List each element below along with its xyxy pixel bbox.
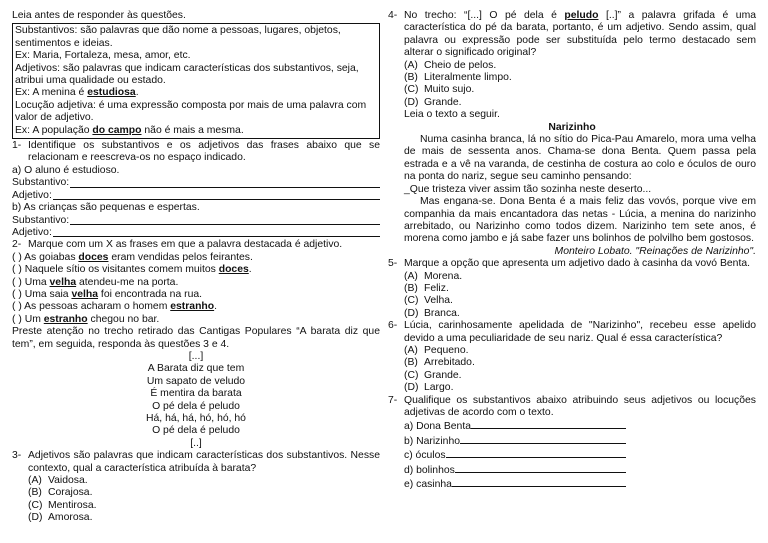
question-4: 4- No trecho: “[...] O pé dela é peludo [..]” a palavra grifada é uma característica do pé da barata, portanto, é um adjetivo. Sendo assim, qual palavra ou expressão pode ser substituída pelo termo destacado sem alterar o significado original? (388, 10, 757, 59)
question-5: 5- Marque a opção que apresenta um adjetivo dado à casinha da vovó Benta. (388, 258, 751, 270)
song-intro: Preste atenção no trecho retirado das Cantigas Populares “A barata diz que tem”, em seguida, responda às questões 3 e 4. (12, 326, 380, 350)
q6-option[interactable]: (A) Pequeno. (404, 344, 469, 356)
left-column (12, 10, 380, 525)
q5-option[interactable]: (D) Branca. (404, 307, 460, 319)
q4-option[interactable]: (C) Muito sujo. (404, 84, 475, 96)
q4-options (388, 60, 756, 110)
song-line: [...] (188, 350, 204, 362)
q7-item[interactable]: c) óculos (404, 448, 756, 462)
story-paragraph-3: Mas engana-se. Dona Benta é a mais feliz das vovós, porque vive em companhia da mais encantadora das netas - Lúcia, a menina do narizinho arrebitado, ou Narizinho como todos dizem. Narizinho tem sete anos, é morena como jambo e já sabe fazer uns bolinhos de polvilho bem gostosos. (404, 196, 756, 245)
story-title: Narizinho (548, 121, 596, 133)
q2-option[interactable]: ( ) As goiabas doces eram vendidas pelos feirantes. (12, 251, 253, 263)
q6-options (388, 345, 756, 395)
q1-item-a: a) O aluno é estudioso. (12, 164, 120, 176)
read-text-instruction: Leia o texto a seguir. (404, 109, 500, 121)
story-author: Monteiro Lobato. "Reinações de Narizinho". (554, 245, 756, 257)
q2-option[interactable]: ( ) Uma saia velha foi encontrada na rua. (12, 288, 203, 300)
q4-option[interactable]: (D) Grande. (404, 96, 462, 108)
q2-options (12, 252, 380, 326)
q2-option[interactable]: ( ) Uma velha atendeu-me na porta. (12, 276, 179, 288)
question-3: 3- Adjetivos são palavras que indicam características dos substantivos. Nesse contexto, qual a característica atribuída à barata? (12, 450, 380, 474)
q1b-adj-answer-line[interactable]: Adjetivo: (12, 227, 380, 239)
def-locucao: Locução adjetiva: é uma expressão composta por mais de uma palavra com valor de adjetivo. (15, 99, 367, 124)
question-1: 1- Identifique os substantivos e os adjetivos das frases abaixo que se relacionam e reescreva-os no espaço indicado. (12, 140, 380, 164)
q2-option[interactable]: ( ) As pessoas acharam o homem estranho. (12, 301, 218, 313)
right-column (388, 10, 756, 491)
q5-option[interactable]: (C) Velha. (404, 295, 453, 307)
q4-option[interactable]: (A) Cheio de pelos. (404, 59, 497, 71)
q7-item[interactable]: e) casinha (404, 477, 756, 491)
question-7: 7- Qualifique os substantivos abaixo atribuindo seus adjetivos ou locuções adjetivas de acordo com o texto. (388, 394, 756, 418)
question-2: 2- Marque com um X as frases em que a palavra destacada é adjetivo. (12, 239, 343, 251)
q4-option[interactable]: (B) Literalmente limpo. (404, 72, 512, 84)
def-locucao-example: Ex: A população do campo não é mais a mesma. (15, 124, 244, 136)
song-line: A Barata diz que tem (147, 363, 245, 375)
q3-option[interactable]: (D) Amorosa. (28, 512, 93, 524)
q7-item[interactable]: b) Narizinho (404, 434, 756, 448)
q5-options (388, 271, 756, 321)
song-lyrics (12, 351, 380, 450)
definitions-box (12, 23, 380, 139)
q3-option[interactable]: (C) Mentirosa. (28, 499, 97, 511)
song-line: O pé dela é peludo (152, 400, 240, 412)
q1a-adj-answer-line[interactable]: Adjetivo: (12, 190, 380, 202)
song-line: Um sapato de veludo (146, 375, 246, 387)
q7-item[interactable]: a) Dona Benta (404, 419, 756, 433)
song-line: O pé dela é peludo (152, 425, 240, 437)
q6-option[interactable]: (D) Largo. (404, 382, 454, 394)
q7-item[interactable]: d) bolinhos (404, 463, 756, 477)
def-adjetivos: Adjetivos: são palavras que indicam características dos substantivos, seja, atribui uma qualidade ou estado. (15, 62, 359, 87)
q7-items (388, 419, 756, 491)
question-6: 6- Lúcia, carinhosamente apelidada de "Narizinho", recebeu esse apelido devido a uma peculiaridade de seu nariz. Qual é essa característica? (388, 320, 756, 344)
song-line: [..] (190, 437, 202, 449)
def-adjetivos-example: Ex: A menina é estudiosa. (15, 87, 139, 99)
q1-item-b: b) As crianças são pequenas e espertas. (12, 202, 200, 214)
q1a-subst-answer-line[interactable]: Substantivo: (12, 177, 380, 189)
q6-option[interactable]: (C) Grande. (404, 369, 462, 381)
q5-option[interactable]: (B) Feliz. (404, 282, 449, 294)
def-substantivos: Substantivos: são palavras que dão nome a pessoas, lugares, objetos, sentimentos e ideias. (15, 25, 341, 49)
intro-text: Leia antes de responder às questões. (12, 10, 186, 21)
q5-option[interactable]: (A) Morena. (404, 270, 463, 282)
song-line: Há, há, há, hó, hó, hó (146, 413, 246, 424)
def-substantivos-example: Ex: Maria, Fortaleza, mesa, amor, etc. (15, 50, 191, 62)
q6-option[interactable]: (B) Arrebitado. (404, 357, 475, 369)
q2-option[interactable]: ( ) Naquele sítio os visitantes comem muitos doces. (12, 264, 252, 276)
q3-options (12, 475, 380, 525)
q2-option[interactable]: ( ) Um estranho chegou no bar. (12, 313, 160, 325)
q3-option[interactable]: (B) Corajosa. (28, 487, 93, 499)
q3-option[interactable]: (A) Vaidosa. (28, 475, 88, 487)
q1b-subst-answer-line[interactable]: Substantivo: (12, 215, 380, 227)
story-paragraph-1: Numa casinha branca, lá no sítio do Pica-Pau Amarelo, mora uma velha de mais de sessenta anos. Chama-se dona Benta. Quem passa pela estrada e a vê na varanda, de cestinha de costura ao colo e óculos de ouro na ponta do nariz, segue seu caminho pensando: (404, 134, 756, 183)
story-paragraph-2: _Que tristeza viver assim tão sozinha neste deserto... (404, 183, 652, 195)
song-line: É mentira da barata (150, 388, 242, 400)
